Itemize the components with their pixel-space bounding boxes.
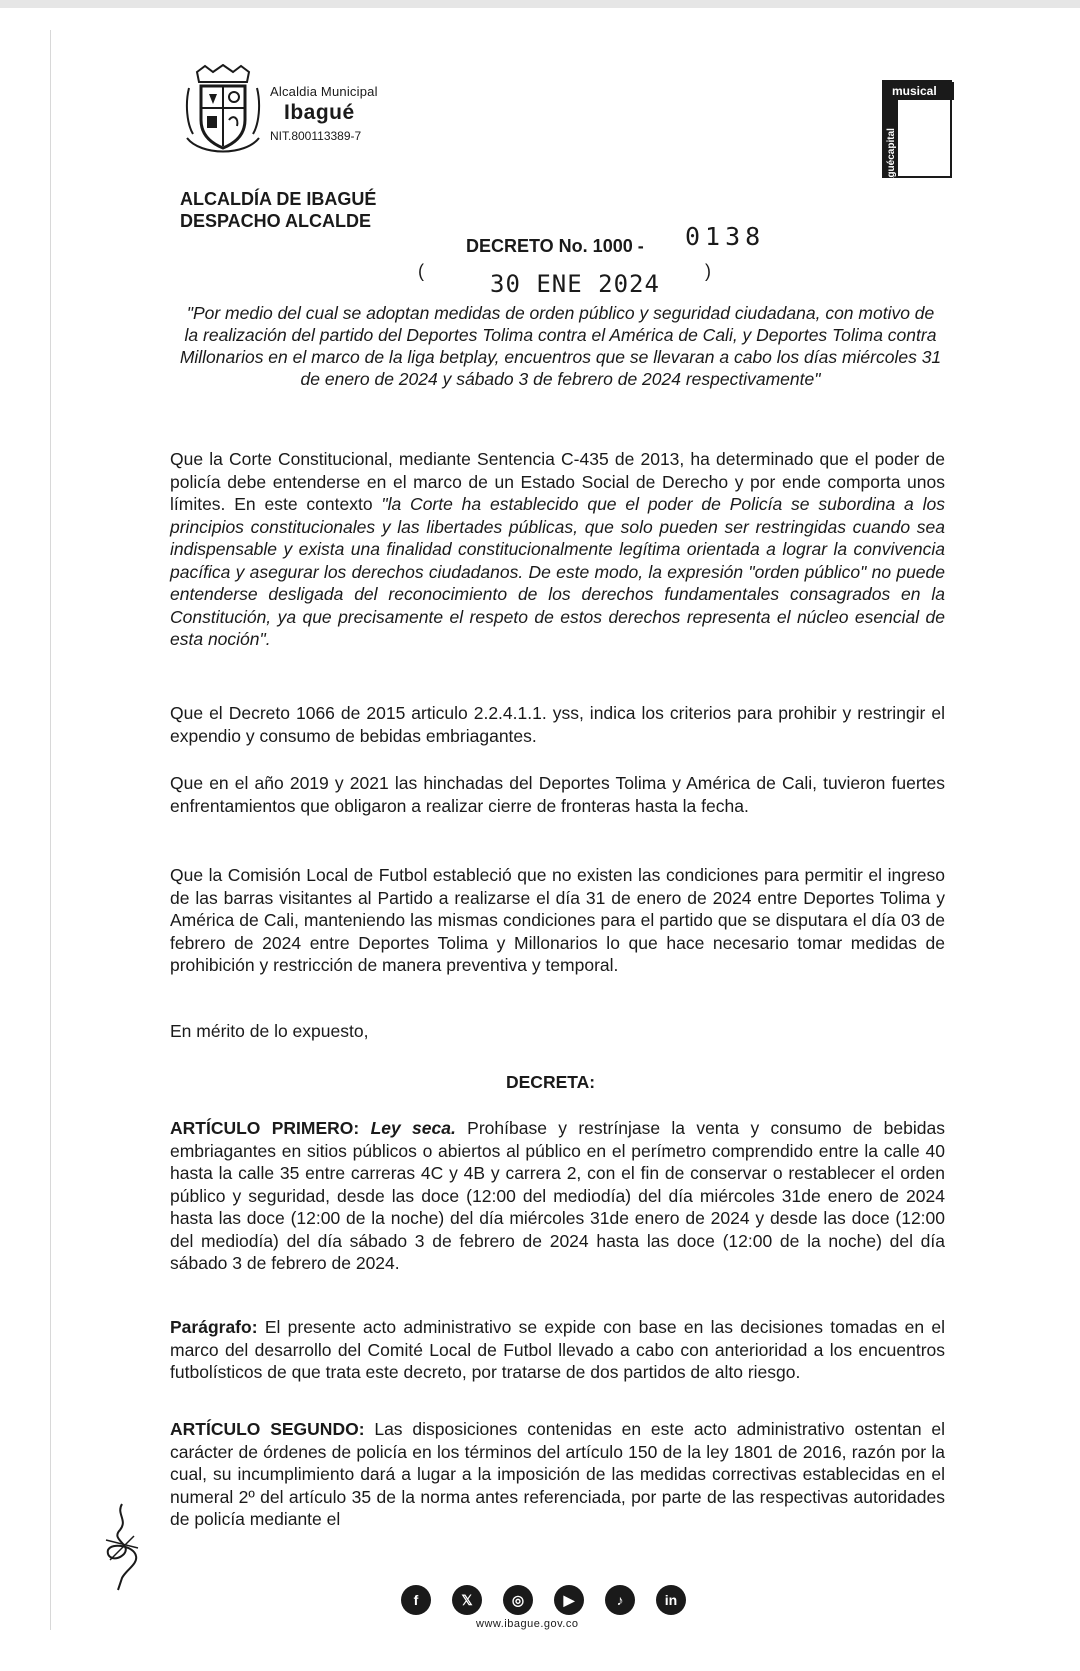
paragraph-text: Que la Corte Constitucional, mediante Sentencia C-435 de 2013, ha determinado que el poder de policía debe entenderse en el marco de un Estado Social de Derecho y por ende comporta unos límites. En este contexto: [170, 449, 945, 514]
top-edge: [0, 0, 1080, 8]
article-text: Las disposiciones contenidas en este acto administrativo ostentan el carácter de órdenes de policía en los términos del artículo 150 de la ley 1801 de 2016, razón por la cual, su incumplimiento dará a lugar a la imposición de las medidas correctivas establecidas en el numeral 2º del artículo 35 de la norma antes referenciada, por parte de las respectivas autoridades de policía mediante el: [170, 1419, 946, 1529]
date-paren-close: ): [705, 261, 711, 281]
office-heading: [180, 188, 376, 232]
stamp-tab-label: musical: [884, 82, 954, 100]
logo-subtitle: Alcaldia Municipal: [270, 84, 378, 99]
paragraph-decreto-1066: Que el Decreto 1066 de 2015 articulo 2.2.4.1.1. yss, indica los criterios para prohibir y restringir el expendio y consumo de bebidas embriagantes.: [170, 703, 945, 746]
logo-city-name: Ibagué: [284, 101, 355, 124]
instagram-icon[interactable]: ◎: [503, 1585, 533, 1615]
articulo-segundo: [170, 1418, 945, 1531]
stamp-side-label: ibaguécapital: [886, 128, 897, 192]
ibague-coat-of-arms-logo: [183, 64, 263, 156]
article-label: ARTÍCULO PRIMERO:: [170, 1118, 360, 1138]
website-link[interactable]: www.ibague.gov.co: [476, 1618, 579, 1630]
margin-line: [50, 30, 51, 1630]
quoted-text: "la Corte ha establecido que el poder de Policía se subordina a los principios constitucionales y las libertades públicas, que solo pueden ser restringidas cuando sea indispensable y exista una finalidad constitucionalmente legítima orientada a lograr la convivencia pacífica y asegurar los derechos ciudadanos. De este modo, la expresión "orden público" no puede entenderse desligada del reconocimiento de los derechos fundamentales consagrados en la Constitución, ya que precisamente el respeto de estos derechos representa el núcleo esencial de esta noción".: [170, 494, 945, 649]
decree-number-stamp: 0138: [685, 222, 766, 251]
article-text: Prohíbase y restrínjase la venta y consumo de bebidas embriagantes en sitios públicos o abiertos al público en el perímetro comprendido entre la calle 40 hasta la calle 35 entre carreras 4C y 4B y carrera 2, con el fin de conservar o restablecer el orden público y seguridad, desde las doce (12:00 del mediodía) del día miércoles 31de enero de 2024 hasta las doce (12:00 de la noche) del día miércoles 31de enero de 2024 y desde las doce (12:00 del mediodía) del día sábado 3 de febrero de 2024 hasta las doce (12:00 de la noche) del día sábado 3 de febrero de 2024.: [170, 1118, 945, 1273]
stamp-side-bar: [884, 100, 898, 192]
tiktok-icon[interactable]: ♪: [605, 1585, 635, 1615]
paragraph-corte-constitucional: [170, 448, 945, 651]
paragraph-comision-local: Que la Comisión Local de Futbol estableció que no existen las condiciones para permitir el ingreso de las barras visitantes al Partido a realizarse el día 31 de enero de 2024 entre Deportes Tolima y América de Cali, manteniendo las mismas condiciones para el partido que se disputara el día 03 de febrero de 2024 entre Deportes Tolima y Millonarios lo que hace necesario tomar medidas de prohibición y restricción de manera preventiva y temporal.: [170, 865, 945, 975]
linkedin-icon[interactable]: in: [656, 1585, 686, 1615]
handwritten-signature: [98, 1500, 146, 1592]
logo-nit: NIT.800113389-7: [270, 129, 362, 143]
date-paren-open: (: [418, 261, 424, 281]
decreta-heading: DECRETA:: [506, 1072, 596, 1092]
paragraph-hinchadas: Que en el año 2019 y 2021 las hinchadas del Deportes Tolima y América de Cali, tuvieron fuertes enfrentamientos que obligaron a realizar cierre de fronteras hasta la fecha.: [170, 773, 945, 816]
social-icons: [401, 1585, 701, 1615]
office-line-1: ALCALDÍA DE IBAGUÉ: [180, 189, 377, 209]
paragraph-merito: En mérito de lo expuesto,: [170, 1021, 369, 1041]
office-line-2: DESPACHO ALCALDE: [180, 211, 372, 231]
paragrafo-text: El presente acto administrativo se expide con base en las decisiones tomadas en el marco del desarrollo del Comité Local de Futbol llevado a cabo con anterioridad a los encuentros futbolísticos de que trata este decreto, por tratarse de dos partidos de alto riesgo.: [170, 1317, 945, 1382]
articulo-primero: [170, 1117, 945, 1275]
paragrafo-label: Parágrafo:: [170, 1317, 258, 1337]
facebook-icon[interactable]: f: [401, 1585, 431, 1615]
article-label: ARTÍCULO SEGUNDO:: [170, 1419, 365, 1439]
decree-subject: "Por medio del cual se adoptan medidas de orden público y seguridad ciudadana, con motivo de la realización del partido del Deportes Tolima contra el América de Cali, y Deportes Tolima contra Millonarios en el marco de la liga betplay, encuentros que se llevaran a cabo los días miércoles 31 de enero de 2024 y sábado 3 de febrero de 2024 respectivamente": [179, 303, 942, 389]
decree-date-stamp: 30 ENE 2024: [490, 270, 660, 298]
decree-label: DECRETO No. 1000 -: [466, 236, 644, 256]
paragrafo: [170, 1316, 945, 1384]
x-icon[interactable]: 𝕏: [452, 1585, 482, 1615]
logo-text: [270, 84, 378, 143]
article-title: Ley seca.: [370, 1118, 456, 1138]
ibague-musical-stamp: [882, 80, 952, 192]
youtube-icon[interactable]: ▶: [554, 1585, 584, 1615]
